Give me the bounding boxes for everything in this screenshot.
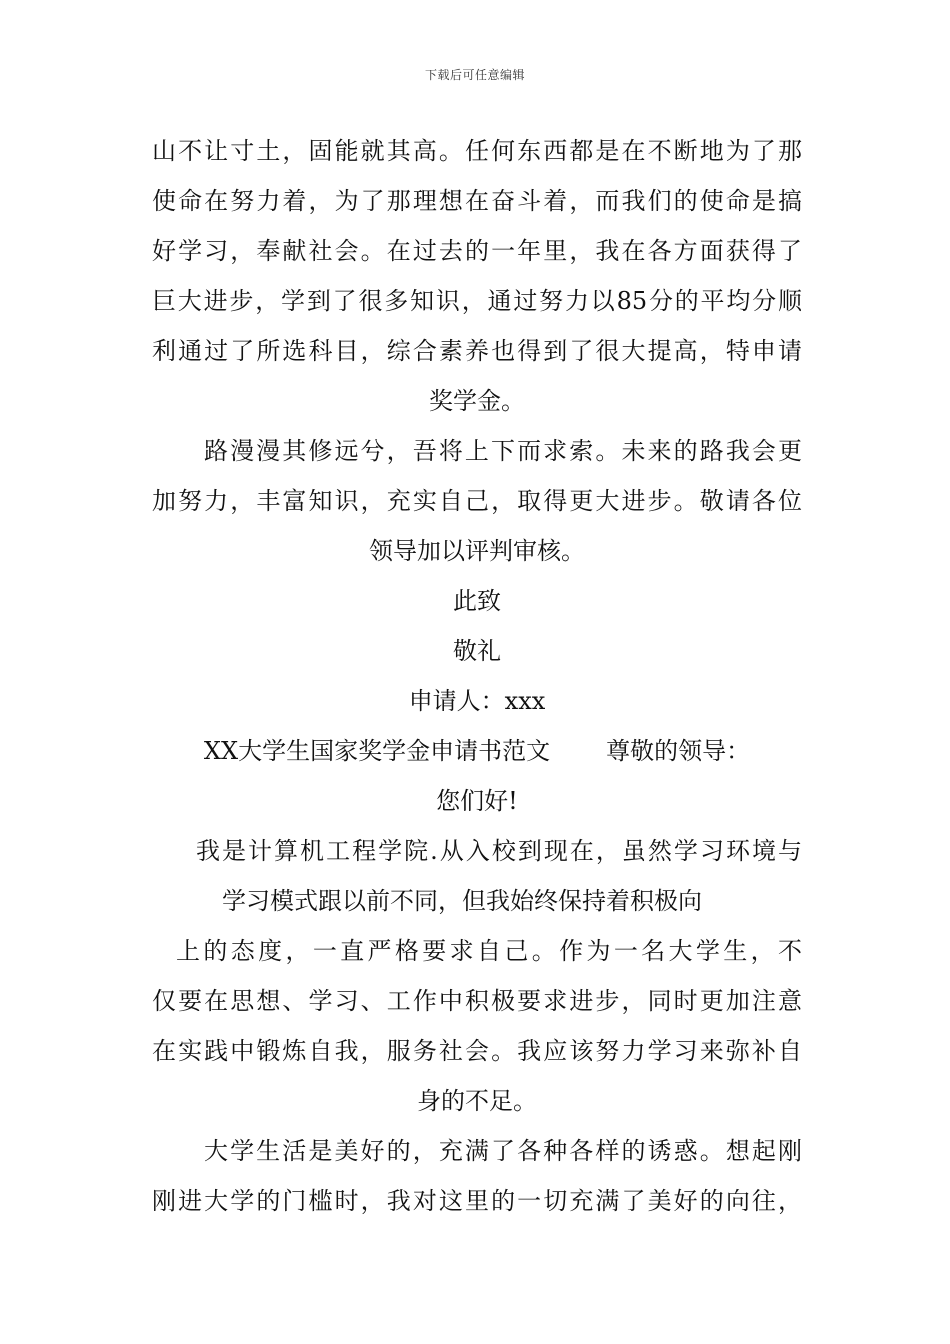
paragraph-start-line: 路漫漫其修远兮，吾将上下而求索。未来的路我会更: [204, 437, 802, 465]
salutation-line: 敬礼: [453, 637, 501, 665]
paragraph-start-line: 我是计算机工程学院.从入校到现在，虽然学习环境与: [196, 837, 802, 865]
text-line: 好学习，奉献社会。在过去的一年里，我在各方面获得了: [152, 237, 802, 265]
document-title: XX大学生国家奖学金申请书范文: [203, 737, 551, 765]
closing-line: 此致: [453, 587, 501, 615]
greeting-text: 尊敬的领导：: [606, 737, 751, 765]
document-body: [152, 126, 802, 1226]
text-line: 巨大进步，学到了很多知识，通过努力以85分的平均分顺: [152, 287, 802, 315]
applicant-line: 申请人：xxx: [408, 687, 546, 715]
text-line: 学习模式跟以前不同，但我始终保持着积极向: [222, 887, 702, 915]
paragraph-start-line: 大学生活是美好的，充满了各种各样的诱惑。想起刚: [204, 1137, 802, 1165]
text-line: 领导加以评判审核。: [369, 537, 585, 565]
text-line: 在实践中锻炼自我，服务社会。我应该努力学习来弥补自: [152, 1037, 802, 1065]
text-line: 利通过了所选科目，综合素养也得到了很大提高，特申请: [152, 337, 802, 365]
text-line: 身的不足。: [417, 1087, 537, 1115]
text-line: 刚进大学的门槛时，我对这里的一切充满了美好的向往，: [152, 1187, 802, 1215]
text-line: 山不让寸土，固能就其高。任何东西都是在不断地为了那: [152, 137, 802, 165]
page-header: 下载后可任意编辑: [424, 68, 525, 82]
title-greeting-line: [152, 726, 802, 776]
greeting-line: 您们好!: [436, 787, 518, 815]
text-line: 奖学金。: [429, 387, 525, 415]
text-line: 仅要在思想、学习、工作中积极要求进步，同时更加注意: [152, 987, 802, 1015]
text-line: 使命在努力着，为了那理想在奋斗着，而我们的使命是搞: [152, 187, 802, 215]
text-line: 上的态度，一直严格要求自己。作为一名大学生，不: [176, 937, 802, 965]
text-line: 加努力，丰富知识，充实自己，取得更大进步。敬请各位: [152, 487, 802, 515]
